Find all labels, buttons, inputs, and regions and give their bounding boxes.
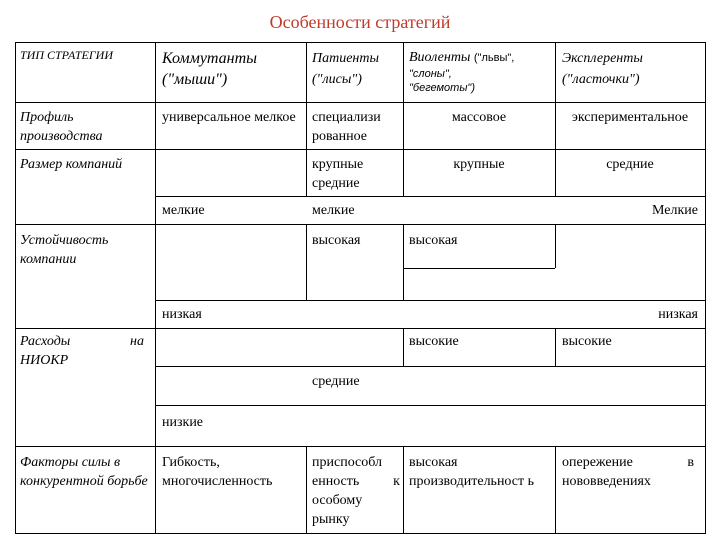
profile-patients: специализи рованное	[312, 110, 381, 144]
size-patients-top: крупные средние	[312, 157, 364, 191]
header-violents-name: Виоленты	[409, 50, 471, 65]
header-violents	[409, 48, 553, 95]
rnd-explerents-top: высокие	[562, 334, 612, 349]
row-divider	[15, 446, 706, 447]
header-explerents: Эксплеренты ("ласточки")	[562, 51, 643, 87]
rnd-label-costs: Расходы	[20, 334, 71, 349]
header-violents-alias: ("львы",	[473, 52, 515, 64]
factors-violents: высокая производительност ь	[409, 455, 535, 489]
rnd-patients-mid: средние	[312, 374, 360, 389]
header-commutants: Коммутанты ("мыши")	[162, 50, 258, 88]
row-divider	[15, 224, 706, 225]
page-title: Особенности стратегий	[269, 12, 451, 32]
rnd-violents-top: высокие	[409, 334, 459, 349]
stability-label: Устойчивость компании	[20, 233, 109, 267]
rnd-label	[20, 332, 150, 370]
factors-commutants: Гибкость, многочисленность	[162, 455, 273, 489]
profile-commutants: универсальное мелкое	[162, 110, 296, 125]
profile-explerents: экспериментальное	[571, 110, 689, 125]
rnd-split-divider	[155, 405, 706, 406]
table-border-left	[15, 42, 16, 534]
column-divider	[155, 42, 156, 534]
header-violents-alias-2: "слоны",	[409, 68, 452, 80]
stability-commutants-bottom: низкая	[162, 307, 202, 322]
factors-patients: приспособл енность к особому рынку	[312, 455, 400, 527]
table-border-bottom	[15, 533, 706, 534]
column-divider	[555, 328, 556, 366]
size-commutants-bottom: мелкие	[162, 203, 205, 218]
profile-label: Профиль производства	[20, 110, 103, 144]
profile-violents: массовое	[451, 110, 507, 125]
row-divider	[15, 102, 706, 103]
stability-split-divider	[155, 300, 706, 301]
rnd-split-divider	[155, 366, 706, 367]
size-patients-bottom: мелкие	[312, 203, 355, 218]
rnd-label-niokr: НИОКР	[20, 353, 69, 368]
column-divider	[555, 446, 556, 534]
stability-split-divider	[403, 268, 555, 269]
stability-patients-top: высокая	[312, 233, 361, 248]
factors-explerents-lead: опережение	[562, 455, 633, 470]
table-border-right	[705, 42, 706, 534]
column-divider	[403, 328, 404, 366]
column-divider	[555, 224, 556, 268]
factors-explerents-innovations: нововведениях	[562, 474, 651, 489]
header-violents-alias-3: "бегемоты")	[409, 82, 475, 94]
stability-explerents-bottom: низкая	[658, 307, 698, 322]
column-divider	[306, 224, 307, 300]
column-divider	[306, 42, 307, 196]
table-border-top	[15, 42, 706, 43]
row-divider	[15, 149, 706, 150]
row-divider	[15, 328, 706, 329]
stability-violents-top: высокая	[409, 233, 458, 248]
header-patients: Патиенты ("лисы")	[312, 51, 379, 87]
factors-explerents-in: в	[687, 455, 694, 470]
column-divider	[403, 446, 404, 534]
column-divider	[306, 446, 307, 534]
column-divider	[403, 224, 404, 300]
factors-label: Факторы силы в конкурентной борьбе	[20, 455, 148, 489]
size-split-divider	[155, 196, 706, 197]
factors-explerents	[562, 453, 702, 491]
size-violents-top: крупные	[453, 157, 505, 172]
rnd-label-on: на	[130, 334, 144, 349]
header-strategy-type: ТИП СТРАТЕГИИ	[20, 48, 113, 62]
size-explerents-bottom: Мелкие	[652, 203, 698, 218]
rnd-commutants-low: низкие	[162, 415, 204, 430]
size-label: Размер компаний	[20, 157, 123, 172]
size-explerents-top: средние	[606, 157, 654, 172]
